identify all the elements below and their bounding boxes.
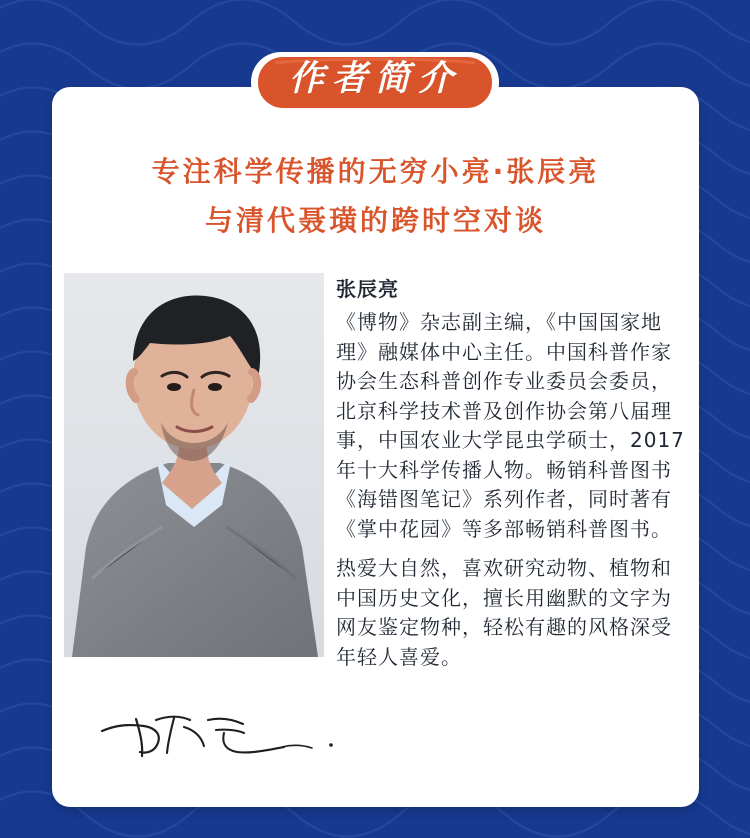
author-signature <box>98 702 348 759</box>
author-card <box>52 87 699 807</box>
headline-line-2: 与清代聂璜的跨时空对谈 <box>204 204 546 237</box>
author-bio-paragraph-2: 热爱大自然，喜欢研究动物、植物和中国历史文化，擅长用幽默的文字为网友鉴定物种，轻松有趣的风格深受年轻人喜爱。 <box>336 556 672 669</box>
author-photo <box>64 273 324 657</box>
author-bio <box>336 275 692 672</box>
author-intro-title: 作者简介 <box>288 59 461 99</box>
author-intro-badge <box>247 45 503 120</box>
author-name: 张辰亮 <box>336 277 399 301</box>
author-bio-paragraph-1: 《博物》杂志副主编，《中国国家地理》融媒体中心主任。中国科普作家协会生态科普创作专业委员会委员，北京科学技术普及创作协会第八届理事，中国农业大学昆虫学硕士，2017年十大科学传播人物。畅销科普图书《海错图笔记》系列作者，同时著有《掌中花园》等多部畅销科普图书。 <box>336 310 685 541</box>
headline-line-1: 专注科学传播的无穷小亮·张辰亮 <box>151 155 600 188</box>
